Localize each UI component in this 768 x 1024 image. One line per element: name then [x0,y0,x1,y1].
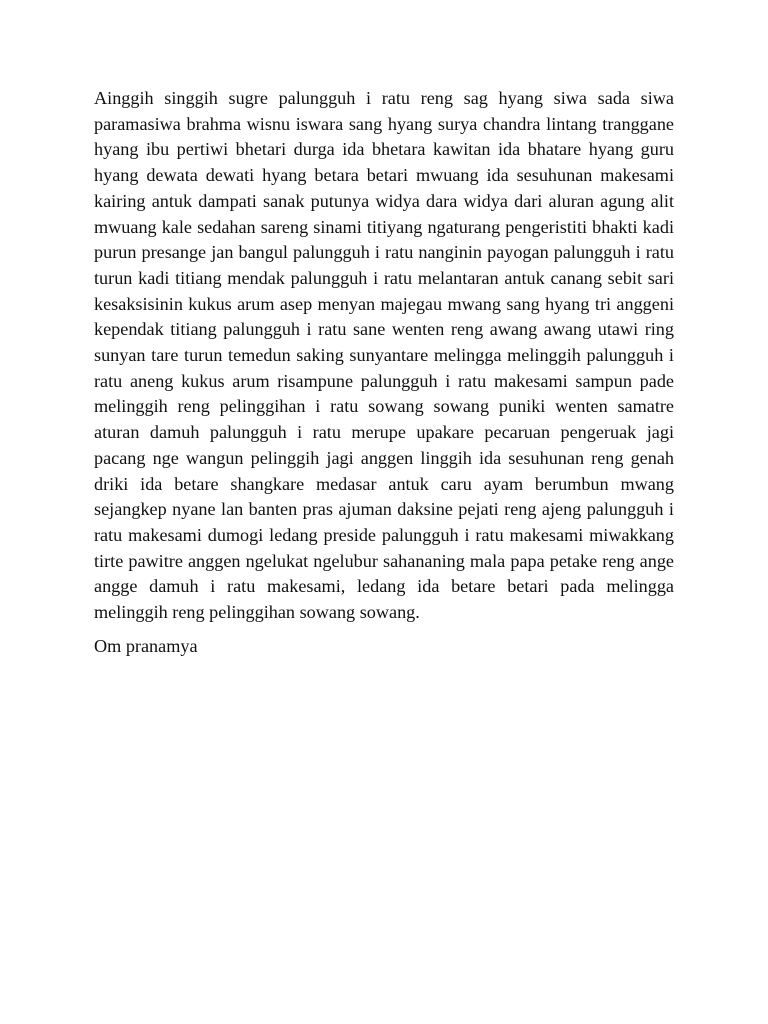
document-body [94,86,674,659]
body-paragraph: Ainggih singgih sugre palungguh i ratu reng sag hyang siwa sada siwa paramasiwa brahma wisnu iswara sang hyang surya chandra lintang tranggane hyang ibu pertiwi bhetari durga ida bhetara kawitan ida bhatare hyang guru hyang dewata dewati hyang betara betari mwuang ida sesuhunan makesami kairing antuk dampati sanak putunya widya dara widya dari aluran agung alit mwuang kale sedahan sareng sinami titiyang ngaturang pengeristiti bhakti kadi purun presange jan bangul palungguh i ratu nanginin payogan palungguh i ratu turun kadi titiang mendak palungguh i ratu melantaran antuk canang sebit sari kesaksisinin kukus arum asep menyan majegau mwang sang hyang tri anggeni kependak titiang palungguh i ratu sane wenten reng awang awang utawi ring sunyan tare turun temedun saking sunyantare melingga melinggih palungguh i ratu aneng kukus arum risampune palungguh i ratu makesami sampun pade melinggih reng pelinggihan i ratu sowang sowang puniki wenten samatre aturan damuh palungguh i ratu merupe upakare pecaruan pengeruak jagi pacang nge wangun pelinggih jagi anggen linggih ida sesuhunan reng genah driki ida betare shangkare medasar antuk caru ayam berumbun mwang sejangkep nyane lan banten pras ajuman daksine pejati reng ajeng palungguh i ratu makesami dumogi ledang preside palungguh i ratu makesami miwakkang tirte pawitre anggen ngelukat ngelubur sahananing mala papa petake reng ange angge damuh i ratu makesami, ledang ida betare betari pada melingga melinggih reng pelinggihan sowang sowang. [94,88,674,623]
closing-line: Om pranamya [94,635,198,656]
